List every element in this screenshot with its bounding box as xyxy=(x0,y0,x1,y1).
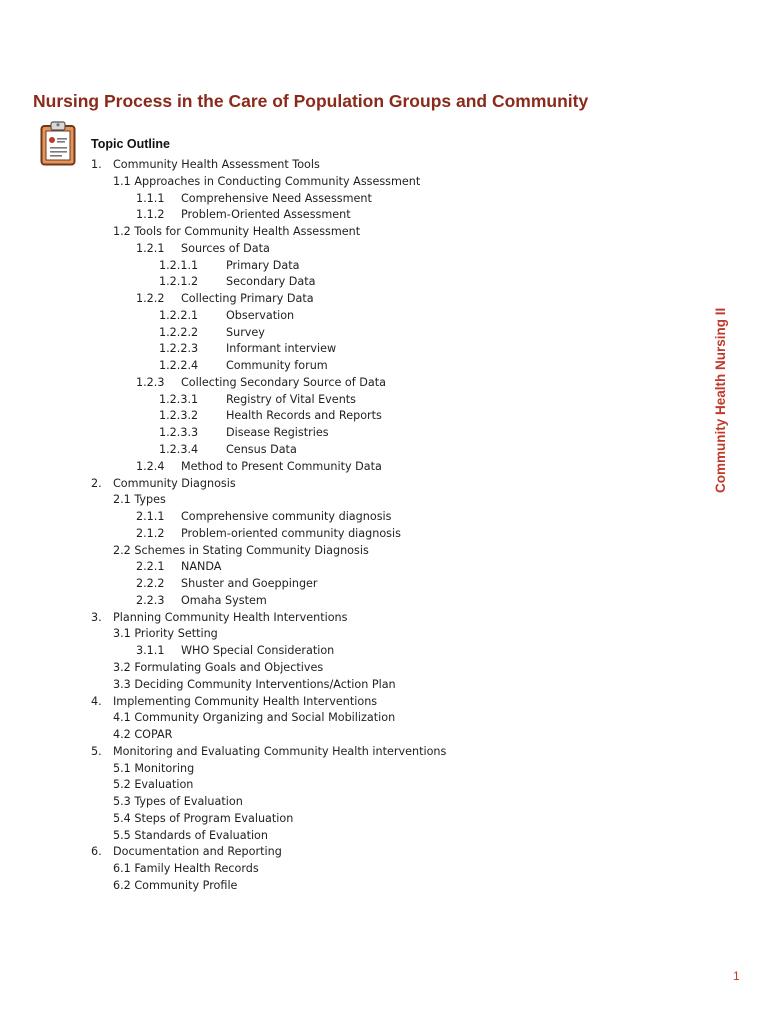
outline-item-number: 1.2.2 xyxy=(136,292,165,306)
outline-item-text: Observation xyxy=(226,308,295,322)
outline-item xyxy=(0,358,700,375)
outline-item xyxy=(0,811,700,828)
outline-item-text: Omaha System xyxy=(181,593,267,607)
outline-item-number: 1.2.2.3 xyxy=(159,342,199,356)
outline-item-text: 4.1 Community Organizing and Social Mobilization xyxy=(113,711,396,725)
outline-item xyxy=(0,408,700,425)
outline-item xyxy=(0,744,700,761)
outline-item xyxy=(0,794,700,811)
outline-item xyxy=(0,459,700,476)
outline-item xyxy=(0,727,700,744)
outline-item-text: 5.3 Types of Evaluation xyxy=(113,795,243,809)
outline-item-text: Monitoring and Evaluating Community Health interventions xyxy=(113,744,447,758)
outline-item-number: 2.2.1 xyxy=(136,560,165,574)
outline-item xyxy=(0,509,700,526)
outline-item xyxy=(0,258,700,275)
outline-item-text: Community Diagnosis xyxy=(113,476,236,490)
page-number: 1 xyxy=(733,969,740,983)
outline-item-text: Sources of Data xyxy=(181,241,270,255)
outline-item-text: Shuster and Goeppinger xyxy=(181,577,318,591)
outline-item-number: 1.2.3.1 xyxy=(159,392,199,406)
outline-item-text: Documentation and Reporting xyxy=(113,845,282,859)
outline-item xyxy=(0,241,700,258)
outline-item xyxy=(0,291,700,308)
outline-item-text: Disease Registries xyxy=(226,426,329,440)
page-title: Nursing Process in the Care of Population Groups and Community xyxy=(33,91,589,111)
outline-item-number: 4. xyxy=(91,694,102,708)
outline-item xyxy=(0,325,700,342)
outline-item-text: Problem-Oriented Assessment xyxy=(181,208,351,222)
outline-item xyxy=(0,476,700,493)
outline-item-number: 1.2.3.4 xyxy=(159,443,199,457)
outline-item xyxy=(0,224,700,241)
outline-item-number: 1.1.2 xyxy=(136,208,165,222)
outline-item-number: 2.1.1 xyxy=(136,510,165,524)
outline-item xyxy=(0,593,700,610)
outline-item-number: 2.1.2 xyxy=(136,526,165,540)
outline-item-text: 5.2 Evaluation xyxy=(113,778,194,792)
outline-item-text: 3.2 Formulating Goals and Objectives xyxy=(113,660,324,674)
outline-item xyxy=(0,543,700,560)
outline-item xyxy=(0,191,700,208)
outline-item-text: 4.2 COPAR xyxy=(113,728,173,742)
outline-item xyxy=(0,660,700,677)
outline-item-text: 3.1 Priority Setting xyxy=(113,627,218,641)
outline-item-text: 6.1 Family Health Records xyxy=(113,862,259,876)
outline-item xyxy=(0,308,700,325)
outline-item-text: 5.5 Standards of Evaluation xyxy=(113,828,268,842)
outline-item-number: 2.2.3 xyxy=(136,593,165,607)
outline-item-text: Problem-oriented community diagnosis xyxy=(181,526,401,540)
outline-item-number: 1.1.1 xyxy=(136,191,165,205)
outline-item-number: 1.2.3.2 xyxy=(159,409,199,423)
outline-item-text: Collecting Secondary Source of Data xyxy=(181,375,386,389)
outline-item-text: Informant interview xyxy=(226,342,337,356)
outline-item-text: Survey xyxy=(226,325,265,339)
outline-item-text: Primary Data xyxy=(226,258,300,272)
outline-item-text: Comprehensive community diagnosis xyxy=(181,510,392,524)
outline-item-text: Collecting Primary Data xyxy=(181,292,314,306)
outline-item-text: 3.3 Deciding Community Interventions/Action Plan xyxy=(113,677,396,691)
outline-item xyxy=(0,526,700,543)
outline-item-text: Method to Present Community Data xyxy=(181,459,382,473)
outline-item-text: WHO Special Consideration xyxy=(181,644,335,658)
outline-item-text: 1.2 Tools for Community Health Assessment xyxy=(113,225,361,239)
outline-item xyxy=(0,878,700,895)
outline-item xyxy=(0,492,700,509)
outline-item-number: 1. xyxy=(91,158,102,171)
topic-outline-list xyxy=(0,157,700,895)
outline-item xyxy=(0,207,700,224)
outline-item-text: 5.1 Monitoring xyxy=(113,761,195,775)
outline-item-number: 3.1.1 xyxy=(136,644,165,658)
outline-item-number: 1.2.3 xyxy=(136,375,165,389)
outline-item xyxy=(0,861,700,878)
outline-item-number: 1.2.1.1 xyxy=(159,258,199,272)
outline-item-number: 1.2.2.4 xyxy=(159,359,199,373)
outline-item xyxy=(0,610,700,627)
outline-item-text: Community forum xyxy=(226,359,328,373)
outline-item xyxy=(0,777,700,794)
topic-outline-heading: Topic Outline xyxy=(91,137,170,151)
outline-item-text: 2.1 Types xyxy=(113,493,166,507)
outline-item xyxy=(0,375,700,392)
outline-item-text: Registry of Vital Events xyxy=(226,392,356,406)
outline-item-text: Comprehensive Need Assessment xyxy=(181,191,372,205)
outline-item-number: 3. xyxy=(91,610,102,624)
outline-item xyxy=(0,677,700,694)
side-course-label: Community Health Nursing II xyxy=(713,307,728,493)
outline-item xyxy=(0,174,700,191)
outline-item xyxy=(0,828,700,845)
outline-item-text: Secondary Data xyxy=(226,275,316,289)
outline-item xyxy=(0,157,700,174)
outline-item-number: 1.2.3.3 xyxy=(159,426,199,440)
outline-item xyxy=(0,761,700,778)
outline-item xyxy=(0,844,700,861)
outline-item xyxy=(0,392,700,409)
outline-item-text: 6.2 Community Profile xyxy=(113,878,238,892)
outline-item xyxy=(0,694,700,711)
outline-item xyxy=(0,341,700,358)
outline-item xyxy=(0,559,700,576)
outline-item-number: 1.2.1.2 xyxy=(159,275,199,289)
outline-item-text: Implementing Community Health Interventions xyxy=(113,694,378,708)
outline-item xyxy=(0,576,700,593)
outline-item-text: Community Health Assessment Tools xyxy=(113,158,320,171)
outline-item-number: 6. xyxy=(91,845,102,859)
outline-item xyxy=(0,710,700,727)
outline-item-text: Planning Community Health Interventions xyxy=(113,610,348,624)
outline-item-number: 1.2.4 xyxy=(136,459,165,473)
outline-item-number: 2. xyxy=(91,476,102,490)
outline-item-number: 1.2.1 xyxy=(136,241,165,255)
outline-item-text: NANDA xyxy=(181,560,222,574)
outline-item-number: 2.2.2 xyxy=(136,577,165,591)
outline-item xyxy=(0,442,700,459)
outline-item xyxy=(0,425,700,442)
outline-item xyxy=(0,626,700,643)
outline-item xyxy=(0,643,700,660)
outline-item-number: 1.2.2.2 xyxy=(159,325,199,339)
outline-item xyxy=(0,274,700,291)
outline-item-text: Health Records and Reports xyxy=(226,409,382,423)
outline-item-text: Census Data xyxy=(226,443,297,457)
outline-item-text: 1.1 Approaches in Conducting Community Assessment xyxy=(113,174,421,188)
outline-item-text: 2.2 Schemes in Stating Community Diagnosis xyxy=(113,543,369,557)
outline-item-number: 5. xyxy=(91,744,102,758)
outline-item-number: 1.2.2.1 xyxy=(159,308,199,322)
outline-item-text: 5.4 Steps of Program Evaluation xyxy=(113,811,294,825)
